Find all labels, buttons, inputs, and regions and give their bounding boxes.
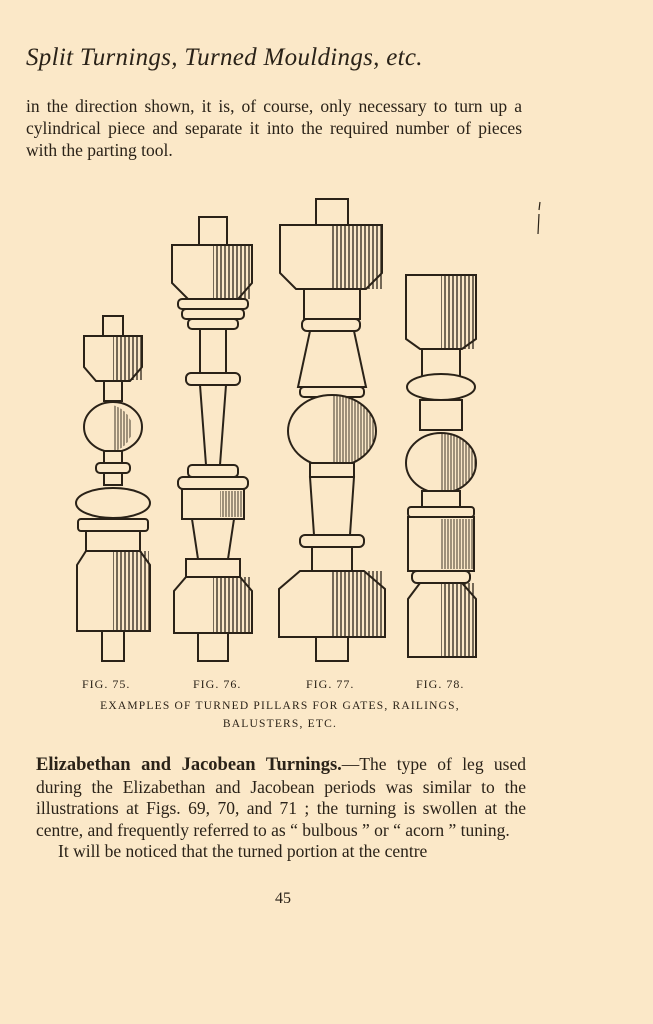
section-paragraph-1 (36, 754, 526, 841)
fig-75-label: FIG. 75. (82, 677, 131, 691)
figure-caption (60, 697, 500, 733)
body-text (36, 754, 526, 863)
section-heading: Elizabethan and Jacobean Turnings. (36, 755, 342, 775)
fig-77-label: FIG. 77. (306, 677, 355, 691)
caption-line-1: EXAMPLES OF TURNED PILLARS FOR GATES, RAILINGS, (100, 700, 460, 712)
margin-pencil-mark (534, 200, 544, 236)
pillar-fig-78 (406, 275, 476, 657)
fig-76-label: FIG. 76. (193, 677, 242, 691)
running-head: Split Turnings, Turned Mouldings, etc. (26, 44, 423, 71)
pillar-fig-76 (172, 217, 252, 661)
caption-line-2: BALUSTERS, ETC. (222, 718, 338, 730)
turned-pillars-illustration (60, 195, 500, 665)
pillar-fig-77 (279, 199, 385, 661)
intro-paragraph: in the direction shown, it is, of course, only necessary to turn up a cylindrical piece and separate it into the required number of pieces with the parting tool. (26, 96, 522, 160)
paragraph-1-text: —The type of leg used during the Elizabethan and Jacobean periods was similar to the illustrations at Figs. 69, 70, and 71 ; the turning is swollen at the centre, and frequently referred to as “ bulbous ” or “ acorn ” tuning. (36, 754, 526, 840)
pillar-fig-75 (76, 316, 150, 661)
fig-78-label: FIG. 78. (416, 677, 465, 691)
page-number: 45 (275, 890, 291, 907)
section-paragraph-2: It will be noticed that the turned portion at the centre (58, 841, 428, 861)
